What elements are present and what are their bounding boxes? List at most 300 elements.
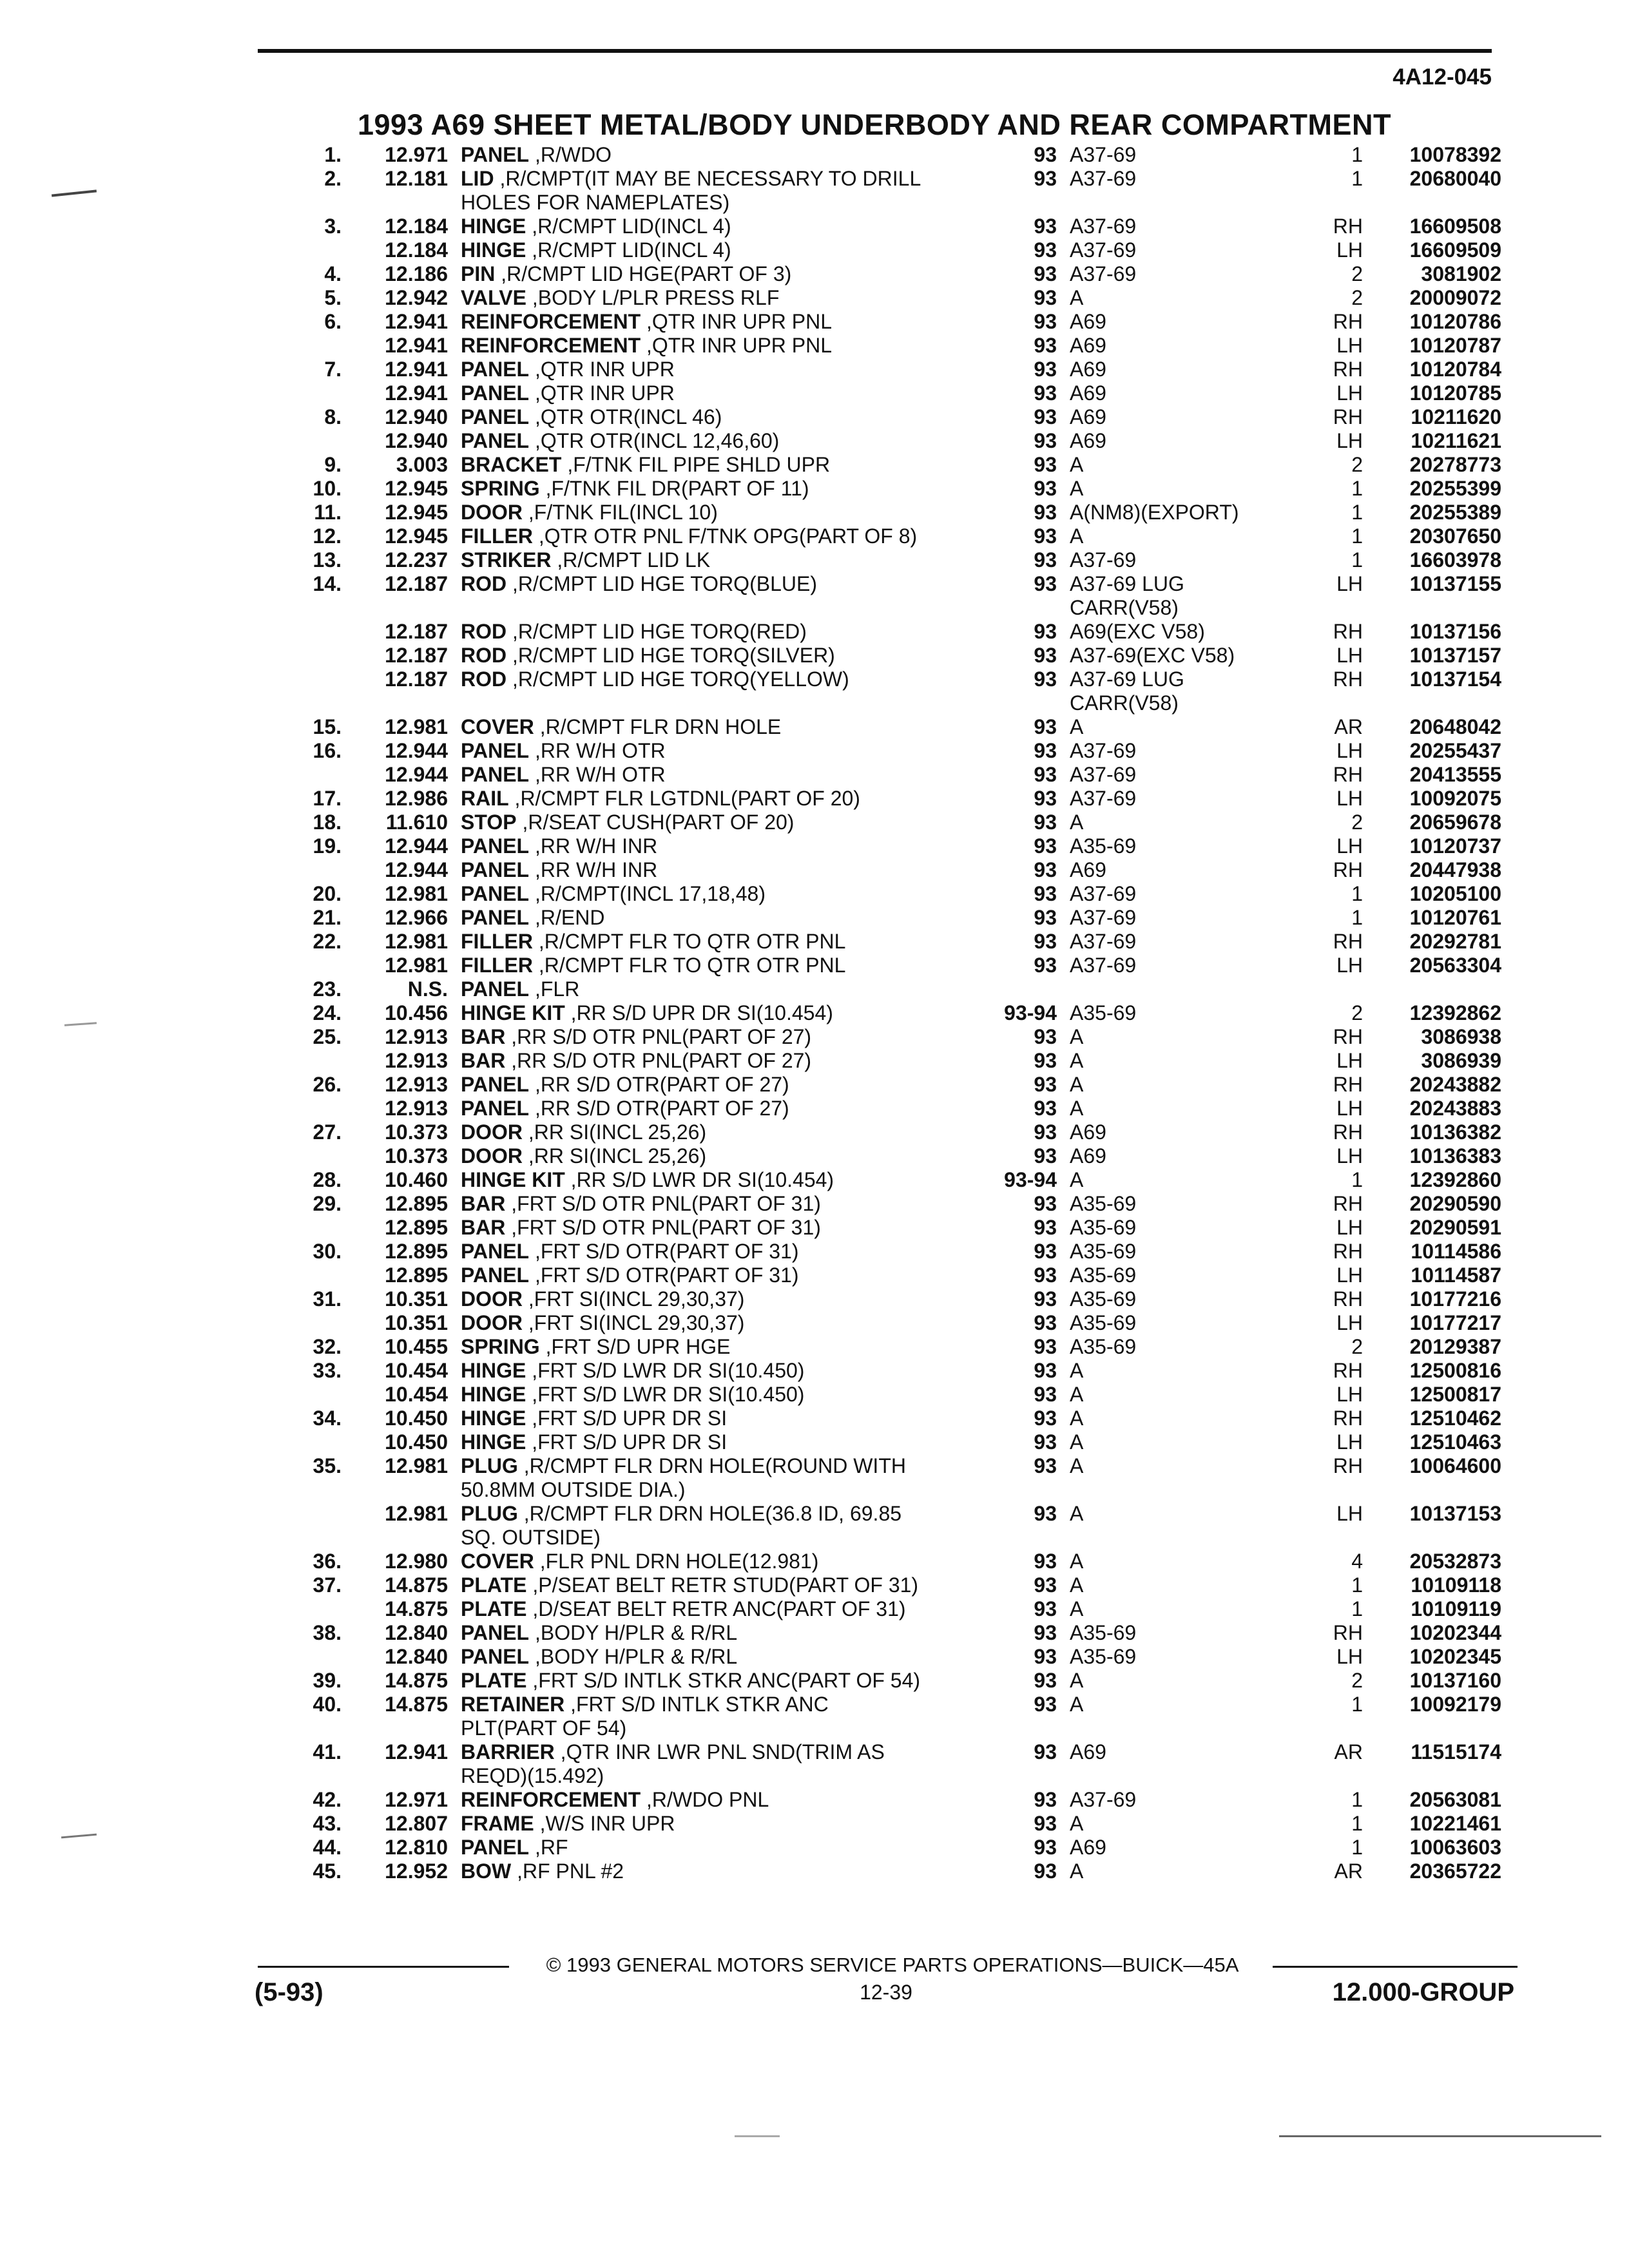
model-usage (1057, 1836, 1321, 1860)
group-number: 12.941 (385, 1740, 448, 1763)
table-row (284, 1144, 1514, 1168)
description-line: PANEL ,RR W/H OTR (461, 739, 666, 762)
model-usage (1057, 310, 1321, 334)
group-number: 14.875 (385, 1693, 448, 1716)
model-line: A37-69 (1070, 215, 1137, 238)
model-year: 93 (1034, 358, 1057, 381)
table-row (284, 548, 1514, 572)
part-number: 20365722 (1409, 1860, 1501, 1883)
model-usage (1057, 1311, 1321, 1335)
model-year: 93-94 (1004, 1168, 1057, 1191)
ref-number (284, 334, 342, 358)
model-year: 93 (1034, 548, 1057, 572)
model-usage (1057, 1645, 1321, 1669)
part-number: 12392860 (1409, 1168, 1501, 1191)
part-description (448, 572, 999, 620)
part-description (448, 1621, 999, 1645)
ref-number (284, 238, 342, 262)
quantity: LH (1336, 954, 1363, 977)
part-number: 10211620 (1411, 405, 1501, 428)
model-line: A69(EXC V58) (1070, 620, 1205, 643)
model-usage (1057, 1693, 1321, 1740)
model-line: A37-69 (1070, 238, 1137, 262)
table-row (284, 787, 1514, 811)
model-line: A37-69(EXC V58) (1070, 644, 1235, 667)
quantity: LH (1336, 1502, 1363, 1525)
group-number: 12.187 (385, 668, 448, 691)
ref-number: 44. (313, 1836, 342, 1859)
model-usage (1057, 1120, 1321, 1144)
table-row (284, 167, 1514, 215)
model-usage (1057, 858, 1321, 882)
group-number: 14.875 (385, 1669, 448, 1692)
group-number: 12.184 (385, 238, 448, 262)
part-description (448, 739, 999, 763)
description-line: FILLER ,QTR OTR PNL F/TNK OPG(PART OF 8) (461, 524, 918, 548)
group-number: 12.895 (385, 1264, 448, 1287)
model-line: A37-69 (1070, 167, 1137, 190)
model-year: 93 (1034, 906, 1057, 929)
part-number: 20290590 (1409, 1192, 1501, 1215)
model-line: A69 (1070, 310, 1106, 333)
model-usage (1057, 477, 1321, 501)
model-year: 93 (1034, 262, 1057, 285)
description-line: PANEL ,FLR (461, 977, 580, 1001)
part-description (448, 1407, 999, 1430)
quantity: AR (1334, 1860, 1363, 1883)
model-year: 93 (1034, 1836, 1057, 1859)
part-description (448, 524, 999, 548)
ref-number: 27. (313, 1120, 342, 1144)
quantity: AR (1334, 715, 1363, 738)
model-line: A69 (1070, 1740, 1106, 1763)
model-usage (1057, 334, 1321, 358)
group-number: 12.181 (385, 167, 448, 190)
part-number: 3086938 (1421, 1025, 1501, 1048)
model-line: A69 (1070, 334, 1106, 357)
model-line: A69 (1070, 405, 1106, 428)
part-number: 20255389 (1409, 501, 1501, 524)
model-year: 93 (1034, 215, 1057, 238)
group-number: 12.187 (385, 644, 448, 667)
description-line: PANEL ,RR W/H INR (461, 834, 658, 858)
part-description (448, 1097, 999, 1120)
model-usage (1057, 1788, 1321, 1812)
table-row (284, 286, 1514, 310)
description-line: FILLER ,R/CMPT FLR TO QTR OTR PNL (461, 954, 846, 977)
group-number: 12.981 (385, 1502, 448, 1525)
quantity: LH (1336, 1049, 1363, 1072)
part-number: 10064600 (1409, 1454, 1501, 1477)
part-number: 20563304 (1409, 954, 1501, 977)
scan-mark (64, 1022, 97, 1026)
model-year: 93 (1034, 381, 1057, 405)
quantity: LH (1336, 238, 1363, 262)
ref-number: 22. (313, 930, 342, 953)
ref-number (284, 1264, 342, 1287)
part-number: 10221461 (1409, 1812, 1501, 1835)
quantity: RH (1333, 1025, 1363, 1048)
group-number: 12.186 (385, 262, 448, 285)
part-description (448, 930, 999, 954)
model-year: 93 (1034, 286, 1057, 309)
part-description (448, 477, 999, 501)
model-usage (1057, 668, 1321, 715)
part-number: 10136383 (1409, 1144, 1501, 1168)
part-number: 20243883 (1409, 1097, 1501, 1120)
quantity: RH (1333, 620, 1363, 643)
part-description (448, 1001, 999, 1025)
group-number: 12.941 (385, 358, 448, 381)
model-usage (1057, 1001, 1321, 1025)
description-line: BOW ,RF PNL #2 (461, 1860, 624, 1883)
ref-number: 31. (313, 1287, 342, 1311)
ref-number (284, 1097, 342, 1120)
table-row (284, 1216, 1514, 1240)
ref-number: 20. (313, 882, 342, 905)
table-row (284, 1192, 1514, 1216)
part-number: 10137153 (1409, 1502, 1501, 1525)
model-line: A35-69 (1070, 1621, 1137, 1644)
quantity: RH (1333, 1192, 1363, 1215)
model-usage (1057, 954, 1321, 977)
ref-number: 39. (313, 1669, 342, 1692)
model-usage (1057, 286, 1321, 310)
quantity: 2 (1351, 262, 1363, 285)
description-line: RETAINER ,FRT S/D INTLK STKR ANC (461, 1693, 829, 1716)
group-number: N.S. (407, 977, 448, 1001)
model-line: A37-69 (1070, 548, 1137, 572)
table-row (284, 930, 1514, 954)
table-row (284, 1097, 1514, 1120)
quantity: LH (1336, 1264, 1363, 1287)
part-description (448, 906, 999, 930)
part-description (448, 215, 999, 238)
ref-number: 17. (313, 787, 342, 810)
description-line: DOOR ,RR SI(INCL 25,26) (461, 1144, 707, 1168)
model-line: A35-69 (1070, 1192, 1137, 1215)
top-rule (258, 49, 1492, 53)
part-number: 20563081 (1409, 1788, 1501, 1811)
description-line: PLUG ,R/CMPT FLR DRN HOLE(36.8 ID, 69.85 (461, 1502, 902, 1525)
part-description (448, 1049, 999, 1073)
model-year: 93 (1034, 1502, 1057, 1525)
ref-number: 30. (313, 1240, 342, 1263)
model-year: 93 (1034, 1645, 1057, 1668)
part-number: 10177216 (1409, 1287, 1501, 1311)
table-row (284, 1359, 1514, 1383)
model-year: 93 (1034, 1550, 1057, 1573)
ref-number (284, 668, 342, 715)
ref-number: 14. (313, 572, 342, 595)
footer-rule-left (258, 1966, 509, 1968)
model-year: 93 (1034, 1073, 1057, 1096)
part-description (448, 1335, 999, 1359)
ref-number: 7. (324, 358, 342, 381)
model-line: A (1070, 1097, 1084, 1120)
model-line: A (1070, 715, 1084, 738)
model-year: 93 (1034, 1573, 1057, 1597)
quantity: LH (1336, 1383, 1363, 1406)
model-usage (1057, 977, 1321, 1001)
model-year: 93 (1034, 1359, 1057, 1382)
model-year: 93 (1034, 1097, 1057, 1120)
quantity: RH (1333, 405, 1363, 428)
model-usage (1057, 811, 1321, 834)
part-number: 10114587 (1411, 1264, 1501, 1287)
model-line: A (1070, 1025, 1084, 1048)
quantity: RH (1333, 1240, 1363, 1263)
ref-number (284, 1216, 342, 1240)
page-code: 4A12-045 (1393, 64, 1492, 90)
part-description (448, 954, 999, 977)
part-description (448, 1264, 999, 1287)
model-year: 93 (1034, 429, 1057, 452)
table-row (284, 1001, 1514, 1025)
table-row (284, 977, 1514, 1001)
quantity (1321, 977, 1363, 1001)
part-number: 10137155 (1409, 572, 1501, 595)
model-line: A37-69 (1070, 954, 1137, 977)
table-row (284, 1788, 1514, 1812)
table-row (284, 1645, 1514, 1669)
part-description (448, 834, 999, 858)
table-row (284, 215, 1514, 238)
ref-number (284, 1645, 342, 1669)
model-line: A69 (1070, 1120, 1106, 1144)
part-number: 10202345 (1409, 1645, 1501, 1668)
group-number: 12.945 (385, 524, 448, 548)
model-line: A37-69 (1070, 1788, 1137, 1811)
group-number: 12.986 (385, 787, 448, 810)
ref-number: 38. (313, 1621, 342, 1644)
group-number: 12.971 (385, 1788, 448, 1811)
scan-mark (52, 189, 97, 197)
ref-number: 18. (313, 811, 342, 834)
part-number: 10211621 (1411, 429, 1501, 452)
group-number: 12.187 (385, 572, 448, 595)
model-usage (1057, 1621, 1321, 1645)
description-line: BRACKET ,F/TNK FIL PIPE SHLD UPR (461, 453, 831, 476)
quantity: 1 (1351, 882, 1363, 905)
description-continuation: REQD)(15.492) (461, 1764, 604, 1787)
model-line: A37-69 (1070, 763, 1137, 786)
description-line: PANEL ,QTR OTR(INCL 12,46,60) (461, 429, 780, 452)
model-line: A (1070, 1383, 1084, 1406)
part-number: 20680040 (1409, 167, 1501, 190)
table-row (284, 858, 1514, 882)
group-number: 12.840 (385, 1621, 448, 1644)
part-number: 10120786 (1409, 310, 1501, 333)
part-description (448, 1597, 999, 1621)
model-year: 93 (1034, 930, 1057, 953)
part-description (448, 1025, 999, 1049)
copyright-notice: © 1993 GENERAL MOTORS SERVICE PARTS OPERATIONS—BUICK—45A (546, 1954, 1239, 1976)
description-line: RAIL ,R/CMPT FLR LGTDNL(PART OF 20) (461, 787, 860, 810)
model-year: 93 (1034, 1335, 1057, 1358)
model-usage (1057, 620, 1321, 644)
group-number: 12.941 (385, 381, 448, 405)
model-line: A35-69 (1070, 1216, 1137, 1239)
model-continuation: CARR(V58) (1070, 691, 1179, 715)
model-line: A (1070, 477, 1084, 500)
part-description (448, 358, 999, 381)
model-usage (1057, 572, 1321, 620)
part-description (448, 1311, 999, 1335)
quantity: RH (1333, 215, 1363, 238)
description-line: PANEL ,RR W/H INR (461, 858, 658, 881)
part-number: 10063603 (1409, 1836, 1501, 1859)
model-line: A (1070, 1860, 1084, 1883)
model-usage (1057, 358, 1321, 381)
quantity: LH (1336, 381, 1363, 405)
quantity: LH (1336, 429, 1363, 452)
group-number: 12.940 (385, 429, 448, 452)
group-number: 12.840 (385, 1645, 448, 1668)
model-usage (1057, 1573, 1321, 1597)
part-description (448, 1812, 999, 1836)
table-row (284, 143, 1514, 167)
part-number (1363, 977, 1501, 1001)
part-description (448, 238, 999, 262)
part-number: 16603978 (1409, 548, 1501, 572)
part-number: 10120737 (1409, 834, 1501, 858)
group-number: 12.981 (385, 1454, 448, 1477)
ref-number: 43. (313, 1812, 342, 1835)
description-line: BAR ,RR S/D OTR PNL(PART OF 27) (461, 1049, 812, 1072)
description-line: SPRING ,F/TNK FIL DR(PART OF 11) (461, 477, 809, 500)
ref-number (284, 1430, 342, 1454)
part-description (448, 286, 999, 310)
model-line: A35-69 (1070, 1264, 1137, 1287)
part-description (448, 1240, 999, 1264)
part-number: 20129387 (1409, 1335, 1501, 1358)
quantity: RH (1333, 763, 1363, 786)
model-year: 93 (1034, 1740, 1057, 1763)
table-row (284, 334, 1514, 358)
part-description (448, 1740, 999, 1788)
group-number: 10.351 (385, 1311, 448, 1334)
ref-number: 1. (324, 143, 342, 166)
part-description (448, 1860, 999, 1883)
group-number: 12.980 (385, 1550, 448, 1573)
group-number: 12.184 (385, 215, 448, 238)
model-year: 93 (1034, 811, 1057, 834)
ref-number: 8. (324, 405, 342, 428)
table-row (284, 1502, 1514, 1550)
model-usage (1057, 1502, 1321, 1550)
model-line: A (1070, 1669, 1084, 1692)
quantity: 1 (1351, 167, 1363, 190)
ref-number: 26. (313, 1073, 342, 1096)
model-year: 93 (1034, 501, 1057, 524)
model-year: 93 (1034, 668, 1057, 691)
model-line: A (1070, 1573, 1084, 1597)
description-line: PANEL ,R/WDO (461, 143, 612, 166)
description-line: HINGE KIT ,RR S/D LWR DR SI(10.454) (461, 1168, 834, 1191)
model-usage (1057, 882, 1321, 906)
model-year: 93 (1034, 763, 1057, 786)
group-number: 10.373 (385, 1144, 448, 1168)
model-line: A (1070, 1597, 1084, 1620)
model-usage (1057, 453, 1321, 477)
part-description (448, 1788, 999, 1812)
ref-number: 15. (313, 715, 342, 738)
model-year: 93 (1034, 238, 1057, 262)
model-year: 93 (1034, 167, 1057, 190)
table-row (284, 238, 1514, 262)
ref-number: 35. (313, 1454, 342, 1477)
ref-number (284, 381, 342, 405)
table-row (284, 1311, 1514, 1335)
model-year: 93 (1034, 310, 1057, 333)
ref-number (284, 1502, 342, 1550)
part-description (448, 1216, 999, 1240)
part-number: 11515174 (1411, 1740, 1501, 1763)
description-line: PANEL ,FRT S/D OTR(PART OF 31) (461, 1264, 799, 1287)
quantity: 4 (1351, 1550, 1363, 1573)
group-number: 12.810 (385, 1836, 448, 1859)
table-row (284, 644, 1514, 668)
model-year: 93 (1034, 1144, 1057, 1168)
part-number: 12392862 (1409, 1001, 1501, 1024)
table-row (284, 834, 1514, 858)
quantity: RH (1333, 668, 1363, 691)
model-line: A (1070, 1407, 1084, 1430)
table-row (284, 1740, 1514, 1788)
model-line: A (1070, 1812, 1084, 1835)
part-number: 16609508 (1409, 215, 1501, 238)
model-year: 93 (1034, 477, 1057, 500)
part-number: 12510462 (1409, 1407, 1501, 1430)
model-usage (1057, 930, 1321, 954)
quantity: LH (1336, 739, 1363, 762)
part-number: 10177217 (1409, 1311, 1501, 1334)
model-line: A37-69 (1070, 143, 1137, 166)
model-usage (1057, 1264, 1321, 1287)
model-usage (1057, 739, 1321, 763)
ref-number (284, 1144, 342, 1168)
group-number: 12.187 (385, 620, 448, 643)
description-line: ROD ,R/CMPT LID HGE TORQ(RED) (461, 620, 807, 643)
quantity: 1 (1351, 1693, 1363, 1716)
ref-number: 42. (313, 1788, 342, 1811)
group-number: 12.913 (385, 1049, 448, 1072)
table-row (284, 1287, 1514, 1311)
part-description (448, 429, 999, 453)
description-line: DOOR ,F/TNK FIL(INCL 10) (461, 501, 718, 524)
group-number: 14.875 (385, 1597, 448, 1620)
description-line: PLATE ,D/SEAT BELT RETR ANC(PART OF 31) (461, 1597, 906, 1620)
part-number: 12500816 (1409, 1359, 1501, 1382)
description-line: BAR ,FRT S/D OTR PNL(PART OF 31) (461, 1216, 821, 1239)
group-number: 12.895 (385, 1216, 448, 1239)
quantity: 1 (1351, 501, 1363, 524)
ref-number: 28. (313, 1168, 342, 1191)
quantity: 1 (1351, 1168, 1363, 1191)
description-line: PANEL ,BODY H/PLR & R/RL (461, 1645, 738, 1668)
part-description (448, 501, 999, 524)
description-line: ROD ,R/CMPT LID HGE TORQ(YELLOW) (461, 668, 849, 691)
part-number: 3081902 (1421, 262, 1501, 285)
ref-number: 40. (313, 1693, 342, 1716)
part-description (448, 381, 999, 405)
group-number: 12.941 (385, 334, 448, 357)
model-usage (1057, 1144, 1321, 1168)
part-number: 20278773 (1409, 453, 1501, 476)
description-continuation: HOLES FOR NAMEPLATES) (461, 191, 730, 214)
model-year: 93 (1034, 1025, 1057, 1048)
